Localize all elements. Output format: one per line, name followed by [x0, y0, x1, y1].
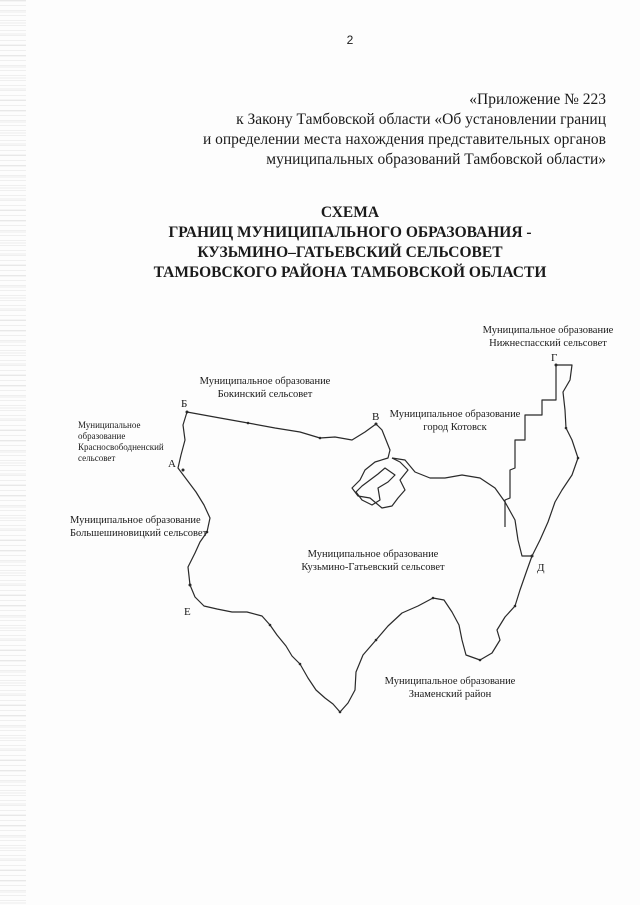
- boundary-line: [356, 468, 395, 505]
- neighbor-label-nizhnespassky: Муниципальное образование Нижнеспасский сельсовет: [482, 325, 614, 349]
- appendix-line: к Закону Тамбовской области «Об установлении границ: [236, 111, 606, 128]
- neighbor-label-bolsheshinovitsky: Муниципальное образование Большешиновицкий сельсовет: [70, 515, 208, 539]
- point-label-d: Д: [537, 562, 545, 574]
- appendix-line: муниципальных образований Тамбовской области»: [266, 151, 606, 168]
- neighbor-label-kotovsk: Муниципальное образование город Котовск: [389, 409, 521, 433]
- center-label: Муниципальное образование Кузьмино-Гатьевский сельсовет: [301, 549, 445, 573]
- appendix-line: «Приложение № 223: [469, 91, 606, 108]
- point-label-e: Е: [184, 606, 191, 618]
- point-label-v: В: [372, 411, 380, 423]
- title-line: КУЗЬМИНО–ГАТЬЕВСКИЙ СЕЛЬСОВЕТ: [197, 244, 503, 261]
- boundary-line: [505, 365, 556, 527]
- neighbor-label-krasnosvobodnensky: Муниципальное образование Красносвободненский сельсовет: [78, 420, 164, 463]
- point-label-b: Б: [181, 398, 188, 410]
- neighbor-label-znamensky: Муниципальное образование Знаменский район: [384, 676, 516, 700]
- point-label-a: А: [168, 458, 176, 470]
- title-line: ТАМБОВСКОГО РАЙОНА ТАМБОВСКОЙ ОБЛАСТИ: [153, 264, 547, 281]
- point-label-g: Г: [551, 352, 558, 364]
- boundary-line: [352, 424, 408, 508]
- page-number: 2: [346, 33, 354, 47]
- neighbor-label-bokinsky: Муниципальное образование Бокинский сельсовет: [199, 376, 331, 400]
- title-line: ГРАНИЦ МУНИЦИПАЛЬНОГО ОБРАЗОВАНИЯ -: [168, 224, 532, 241]
- appendix-line: и определении места нахождения представительных органов: [202, 131, 606, 148]
- title-line: СХЕМА: [320, 204, 380, 221]
- boundary-line: [392, 458, 532, 556]
